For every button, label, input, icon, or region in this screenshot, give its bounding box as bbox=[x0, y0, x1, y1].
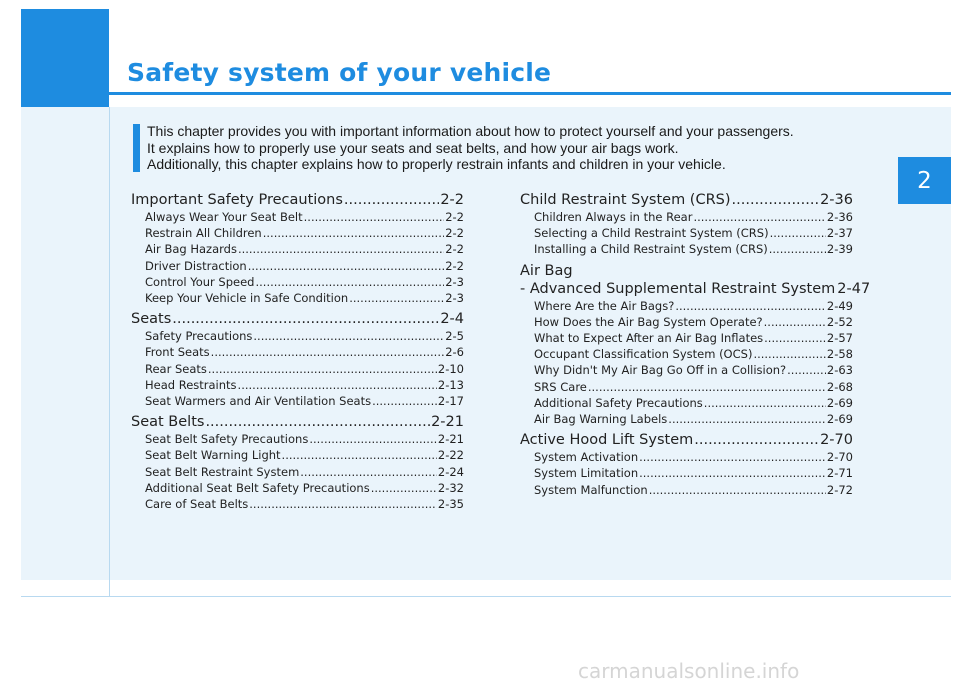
toc-page: 2-3 bbox=[445, 291, 464, 306]
toc-title: Where Are the Air Bags? bbox=[534, 298, 675, 313]
toc-page: 2-37 bbox=[826, 226, 853, 241]
header-color-block bbox=[21, 9, 109, 107]
toc-page: 2-47 bbox=[837, 280, 871, 297]
intro-line: It explains how to properly use your seats and seat belts, and how your air bags work. bbox=[147, 139, 679, 156]
toc-title: Rear Seats bbox=[145, 361, 207, 376]
toc-item[interactable] bbox=[520, 362, 853, 378]
toc-title: Additional Safety Precautions bbox=[534, 395, 703, 410]
toc-page: 2-2 bbox=[445, 210, 464, 224]
toc-title: Additional Seat Belt Safety Precautions bbox=[145, 480, 370, 495]
toc-title: Seat Belts bbox=[131, 414, 205, 431]
toc-title: Seat Belt Safety Precautions bbox=[145, 432, 309, 447]
toc-title: System Activation bbox=[534, 450, 639, 465]
toc-title: Restrain All Children bbox=[145, 226, 262, 241]
toc-title: Seat Belt Warning Light bbox=[145, 448, 281, 463]
toc-page: 2-32 bbox=[437, 480, 464, 495]
footer-divider bbox=[21, 596, 951, 597]
toc-page: 2-63 bbox=[826, 363, 853, 378]
toc-title: Seat Warmers and Air Ventilation Seats bbox=[145, 394, 372, 409]
toc-right-column bbox=[520, 191, 871, 498]
toc-page: 2-49 bbox=[826, 298, 853, 313]
toc-item[interactable] bbox=[131, 328, 464, 344]
toc-title: Seats bbox=[131, 311, 172, 328]
toc-title: SRS Care bbox=[534, 379, 587, 394]
toc-page: 2-4 bbox=[440, 311, 464, 328]
toc-item[interactable] bbox=[520, 330, 853, 346]
toc-item[interactable] bbox=[520, 379, 853, 395]
toc-section-seat-belts[interactable] bbox=[131, 413, 464, 431]
toc-item[interactable] bbox=[520, 482, 853, 498]
toc-page: 2-10 bbox=[437, 361, 464, 376]
toc-page: 2-68 bbox=[826, 379, 853, 394]
chapter-tab[interactable]: 2 bbox=[898, 157, 951, 204]
toc-title: Front Seats bbox=[145, 345, 210, 360]
toc-page: 2-21 bbox=[431, 414, 464, 431]
toc-item[interactable] bbox=[131, 225, 464, 241]
toc-item[interactable] bbox=[131, 377, 464, 393]
toc-page: 2-2 bbox=[445, 258, 464, 273]
toc-page: 2-24 bbox=[437, 464, 464, 479]
margin-divider bbox=[109, 107, 110, 597]
toc-title: Children Always in the Rear bbox=[534, 210, 693, 224]
toc-title: Control Your Speed bbox=[145, 274, 255, 289]
toc-title: Keep Your Vehicle in Safe Condition bbox=[145, 291, 349, 306]
toc-title: - Advanced Supplemental Restraint System bbox=[520, 280, 836, 297]
toc-item[interactable] bbox=[520, 411, 853, 427]
toc-item[interactable] bbox=[520, 298, 853, 314]
toc-title: System Limitation bbox=[534, 466, 639, 481]
toc-title: Important Safety Precautions bbox=[131, 192, 343, 208]
toc-section-seats[interactable] bbox=[131, 310, 464, 328]
toc-title: System Malfunction bbox=[534, 482, 648, 497]
toc-title: Air Bag Warning Labels bbox=[534, 412, 668, 427]
chapter-intro bbox=[147, 123, 882, 173]
toc-page: 2-5 bbox=[445, 329, 464, 344]
toc-page: 2-69 bbox=[826, 412, 853, 427]
toc-page: 2-2 bbox=[445, 226, 464, 241]
toc-title: Safety Precautions bbox=[145, 329, 253, 344]
toc-page: 2-58 bbox=[826, 347, 853, 362]
toc-title: Active Hood Lift System bbox=[520, 432, 694, 449]
toc-item[interactable] bbox=[520, 465, 853, 481]
toc-item[interactable] bbox=[131, 241, 464, 257]
toc-item[interactable] bbox=[131, 290, 464, 306]
toc-item[interactable] bbox=[131, 274, 464, 290]
toc-section-air-bag-heading[interactable]: Air Bag bbox=[520, 262, 573, 279]
toc-page: 2-17 bbox=[437, 394, 464, 409]
toc-title: Seat Belt Restraint System bbox=[145, 464, 300, 479]
toc-page: 2-71 bbox=[826, 466, 853, 481]
toc-title: How Does the Air Bag System Operate? bbox=[534, 314, 763, 329]
toc-page: 2-69 bbox=[826, 395, 853, 410]
toc-title: Driver Distraction bbox=[145, 258, 247, 273]
toc-title: Head Restraints bbox=[145, 377, 237, 392]
toc-page: 2-13 bbox=[437, 377, 464, 392]
toc-item[interactable] bbox=[131, 447, 464, 463]
toc-item[interactable] bbox=[520, 395, 853, 411]
toc-section-crs[interactable] bbox=[520, 191, 853, 209]
toc-item[interactable] bbox=[131, 209, 464, 225]
intro-accent-bar bbox=[133, 124, 140, 172]
intro-line: Additionally, this chapter explains how to properly restrain infants and children in your vehicle. bbox=[147, 156, 726, 172]
toc-page: 2-35 bbox=[437, 497, 464, 512]
watermark: carmanualsonline.info bbox=[578, 659, 800, 683]
toc-section-active-hood[interactable] bbox=[520, 431, 853, 449]
toc-page: 2-3 bbox=[445, 274, 464, 289]
toc-page: 2-22 bbox=[437, 448, 464, 463]
toc-item[interactable] bbox=[520, 449, 853, 465]
toc-item[interactable] bbox=[520, 314, 853, 330]
page-title: Safety system of your vehicle bbox=[127, 58, 552, 87]
toc-title: Why Didn't My Air Bag Go Off in a Collision? bbox=[534, 363, 787, 378]
toc-title: Air Bag Hazards bbox=[145, 242, 237, 257]
toc-section-important-safety[interactable] bbox=[131, 191, 464, 209]
toc-page: 2-21 bbox=[437, 432, 464, 447]
toc-page: 2-39 bbox=[826, 242, 853, 257]
toc-page: 2-52 bbox=[826, 314, 853, 329]
toc-item[interactable] bbox=[520, 346, 853, 362]
toc-title: Always Wear Your Seat Belt bbox=[145, 210, 303, 224]
toc-title: Selecting a Child Restraint System (CRS) bbox=[534, 226, 769, 241]
toc-item[interactable] bbox=[131, 480, 464, 496]
title-underline bbox=[109, 92, 951, 95]
toc-page: 2-70 bbox=[826, 450, 853, 465]
toc-title: What to Expect After an Air Bag Inflates bbox=[534, 331, 764, 346]
toc-left-column bbox=[131, 191, 464, 512]
toc-item[interactable] bbox=[131, 464, 464, 480]
toc-item[interactable] bbox=[520, 209, 853, 225]
toc-item[interactable] bbox=[520, 225, 853, 241]
toc-item[interactable] bbox=[520, 241, 853, 257]
intro-line: This chapter provides you with important information about how to protect yourself and your passengers. bbox=[147, 123, 794, 139]
toc-title: Care of Seat Belts bbox=[145, 497, 249, 512]
toc-page: 2-70 bbox=[820, 432, 853, 449]
toc-title: Occupant Classification System (OCS) bbox=[534, 347, 753, 362]
toc-item[interactable] bbox=[131, 393, 464, 409]
toc-section-air-bag[interactable] bbox=[520, 280, 871, 298]
toc-page: 2-72 bbox=[826, 482, 853, 497]
toc-page: 2-57 bbox=[826, 331, 853, 346]
toc-item[interactable] bbox=[131, 361, 464, 377]
toc-title: Installing a Child Restraint System (CRS) bbox=[534, 242, 768, 257]
toc-title: Child Restraint System (CRS) bbox=[520, 192, 731, 208]
toc-item[interactable] bbox=[131, 496, 464, 512]
toc-item[interactable] bbox=[131, 431, 464, 447]
toc-page: 2-2 bbox=[440, 192, 464, 208]
toc-page: 2-6 bbox=[445, 345, 464, 360]
toc-item[interactable] bbox=[131, 258, 464, 274]
toc-item[interactable] bbox=[131, 344, 464, 360]
toc-page: 2-36 bbox=[826, 210, 853, 224]
toc-page: 2-2 bbox=[445, 242, 464, 257]
toc-page: 2-36 bbox=[820, 192, 853, 208]
